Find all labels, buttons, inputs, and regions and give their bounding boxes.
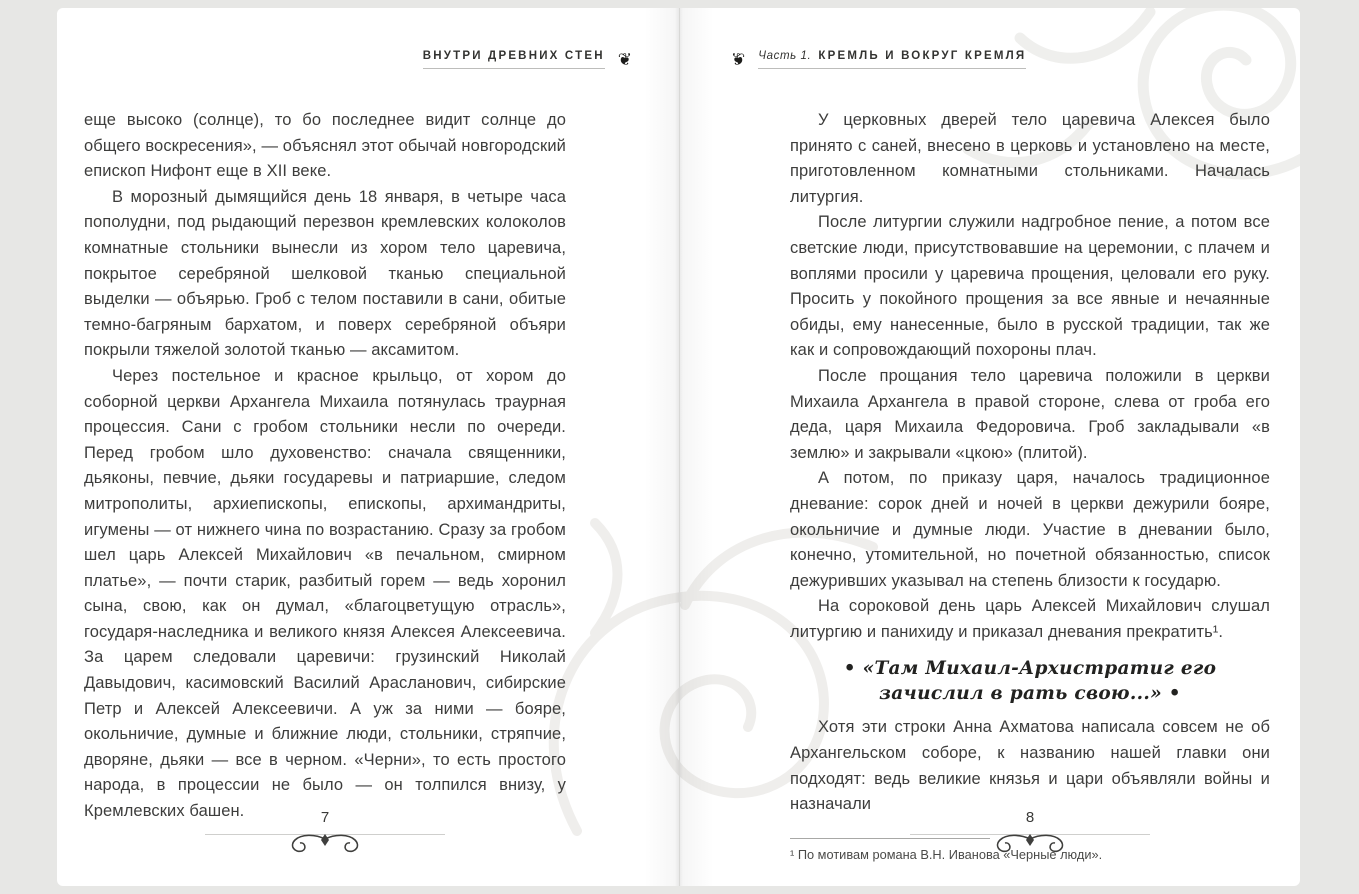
right-running-head-title <box>758 50 1026 69</box>
section-heading: • «Там Михаил-Архистратиг его зачислил в рать свою...» • <box>843 658 1217 705</box>
paragraph: Хотя эти строки Анна Ахматова написала совсем не об Архангельском соборе, к названию нашей главки они подходят: ведь великие князья и цари объявляли войны и назначали <box>790 718 1270 814</box>
footnote-text: ¹ По мотивам романа В.Н. Иванова «Черные люди». <box>790 846 1103 862</box>
footer-ornament-icon <box>279 831 371 859</box>
page-gutter-line <box>679 8 680 886</box>
right-page-footer <box>790 809 1270 859</box>
paragraph: После прощания тело царевича положили в церкви Михаила Архангела в правой стороне, слева от гроба его деда, царя Михаила Федоровича. Гроб закладывали «в землю» и закрывали «цкою» (плитой). <box>790 366 1270 462</box>
paragraph: После литургии служили надгробное пение, а потом все светские люди, присутствовавшие на церемонии, с плачем и воплями просили у царевича прощения, целовали его руку. Просить у покойного прощения за все явные и нечаянные обиды, ему нанесенные, было в русской традиции, так же как и сопровождающий похороны плач. <box>790 213 1270 360</box>
left-page-footer <box>84 809 566 859</box>
paragraph: На сороковой день царь Алексей Михайлович слушал литургию и панихиду и приказал дневания прекратить¹. <box>790 597 1270 641</box>
left-page-number: 7 <box>320 809 330 826</box>
left-text-column <box>84 108 566 825</box>
left-running-head-title: ВНУТРИ ДРЕВНИХ СТЕН <box>423 50 605 69</box>
paragraph: У церковных дверей тело царевича Алексея было принято с саней, внесено в церковь и установлено на месте, приготовленном комнатными стольниками. Началась литургия. <box>790 111 1270 206</box>
paragraph: еще высоко (солнце), то бо последнее видит солнце до общего воскресения», — объяснял этот обычай новгородский епископ Нифонт еще в XII веке. <box>84 111 566 181</box>
right-text-column <box>790 108 1270 863</box>
right-page-number: 8 <box>1025 809 1035 826</box>
paragraph: А потом, по приказу царя, началось традиционное дневание: сорок дней и ночей в церкви дежурили бояре, окольничие и думные люди. Участие в дневании было, конечно, утомительной, но почетной обязанностью, список дежуривших указывал на степень близости к государю. <box>790 469 1270 590</box>
part-title: КРЕМЛЬ И ВОКРУГ КРЕМЛЯ <box>818 50 1027 62</box>
paragraph: В морозный дымящийся день 18 января, в четыре часа пополудни, под рыдающий перезвон кремлевских колоколов комнатные стольники вынесли из хором тело царевича, покрытое серебряной шелковой тканью специальной выделки — объярью. Гроб с телом поставили в сани, обитые темно-багряным бархатом, и поверх серебряной объяри покрыли тяжелой золотой тканью — аксамитом. <box>84 187 566 360</box>
paragraph: Через постельное и красное крыльцо, от хором до соборной церкви Архангела Михаила потянулась траурная процессия. Сани с гробом стольники несли по очереди. Перед гробом шло духовенство: сначала священники, дьяконы, певчие, дьяки государевы и патриаршие, следом митрополиты, архиепископы, епископы, архимандриты, игумены — от нижнего чина по возрастанию. Сразу за гробом шел царь Алексей Михайлович «в печальном, смирном платье», — почти старик, разбитый горем — ведь хоронил сына, свою, как он думал, «благоцветущую отрасль», государя-наследника и великого князя Алексея Алексеевича. За царем следовали царевичи: грузинский Николай Давыдович, касимовский Василий Арасланович, сибирские Петр и Алексей Алексеевичи. А уж за ними — бояре, окольничие, думные и ближние люди, стольники, стряпчие, дворяне, дьяки — все в черном. «Черни», то есть простого народа, в процессии не было — он толпился внизу, у Кремлевских башен. <box>84 366 566 821</box>
footer-ornament-icon <box>984 831 1076 859</box>
fleuron-icon: ❦ <box>617 50 632 69</box>
right-running-head <box>679 50 1300 69</box>
part-label: Часть 1. <box>758 50 812 62</box>
fleuron-icon: ❦ <box>731 50 746 69</box>
left-running-head <box>57 50 678 69</box>
book-spread <box>57 8 1300 886</box>
